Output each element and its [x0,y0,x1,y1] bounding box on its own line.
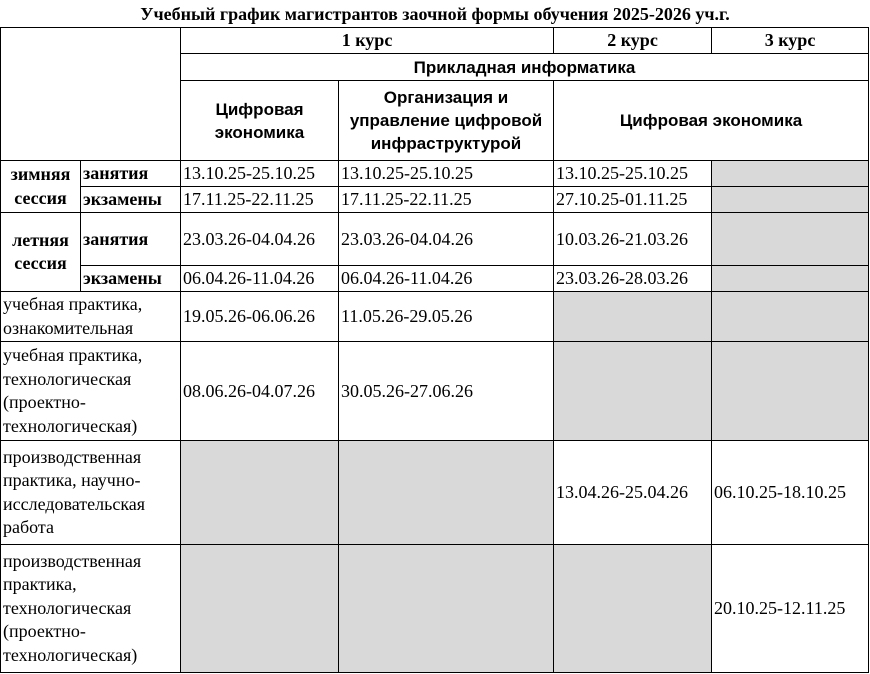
empty-cell [339,545,554,673]
empty-cell [712,292,869,342]
winter-classes-c1p1: 13.10.25-25.10.25 [181,161,339,187]
winter-session-label: зимняя сессия [1,161,81,213]
page-title: Учебный график магистрантов заочной формы обучения 2025-2026 уч.г. [140,4,730,24]
research-practice-label: производственная практика, научно-исследовательская работа [1,441,181,545]
summer-exams-label: экзамены [81,266,181,292]
summer-classes-c1p1: 23.03.26-04.04.26 [181,213,339,266]
winter-exams-c1p1: 17.11.25-22.11.25 [181,187,339,213]
course-2-header: 2 курс [554,28,712,54]
winter-exams-c2: 27.10.25-01.11.25 [554,187,712,213]
summer-exams-c1p2: 06.04.26-11.04.26 [339,266,554,292]
summer-exams-c1p1: 06.04.26-11.04.26 [181,266,339,292]
winter-classes-c2: 13.10.25-25.10.25 [554,161,712,187]
empty-cell [712,161,869,187]
summer-session-label: летняя сессия [1,213,81,292]
summer-classes-c2: 10.03.26-21.03.26 [554,213,712,266]
empty-cell [181,441,339,545]
corner-cell [1,28,181,161]
winter-classes-label: занятия [81,161,181,187]
summer-classes-c1p2: 23.03.26-04.04.26 [339,213,554,266]
profile-2-header: Организация и управление цифровой инфраструктурой [339,81,554,161]
empty-cell [712,213,869,266]
empty-cell [712,342,869,441]
winter-classes-c1p2: 13.10.25-25.10.25 [339,161,554,187]
profile-1-header: Цифровая экономика [181,81,339,161]
intro-practice-c1p1: 19.05.26-06.06.26 [181,292,339,342]
summer-classes-label: занятия [81,213,181,266]
course-3-header: 3 курс [712,28,869,54]
direction-header: Прикладная информатика [181,54,869,81]
empty-cell [554,545,712,673]
tech-practice-c1p1: 08.06.26-04.07.26 [181,342,339,441]
winter-exams-label: экзамены [81,187,181,213]
intro-practice-label: учебная практика, ознакомительная [1,292,181,342]
intro-practice-c1p2: 11.05.26-29.05.26 [339,292,554,342]
prod-tech-practice-c3: 20.10.25-12.11.25 [712,545,869,673]
winter-exams-c1p2: 17.11.25-22.11.25 [339,187,554,213]
empty-cell [339,441,554,545]
empty-cell [712,187,869,213]
summer-exams-c2: 23.03.26-28.03.26 [554,266,712,292]
prod-tech-practice-label: производственная практика, технологическая (проектно-технологическая) [1,545,181,673]
tech-practice-c1p2: 30.05.26-27.06.26 [339,342,554,441]
empty-cell [181,545,339,673]
course-1-header: 1 курс [181,28,554,54]
empty-cell [712,266,869,292]
research-practice-c2: 13.04.26-25.04.26 [554,441,712,545]
profile-3-header: Цифровая экономика [554,81,869,161]
empty-cell [554,292,712,342]
empty-cell [554,342,712,441]
schedule-table [0,27,869,673]
research-practice-c3: 06.10.25-18.10.25 [712,441,869,545]
tech-practice-label: учебная практика, технологическая (проектно-технологическая) [1,342,181,441]
